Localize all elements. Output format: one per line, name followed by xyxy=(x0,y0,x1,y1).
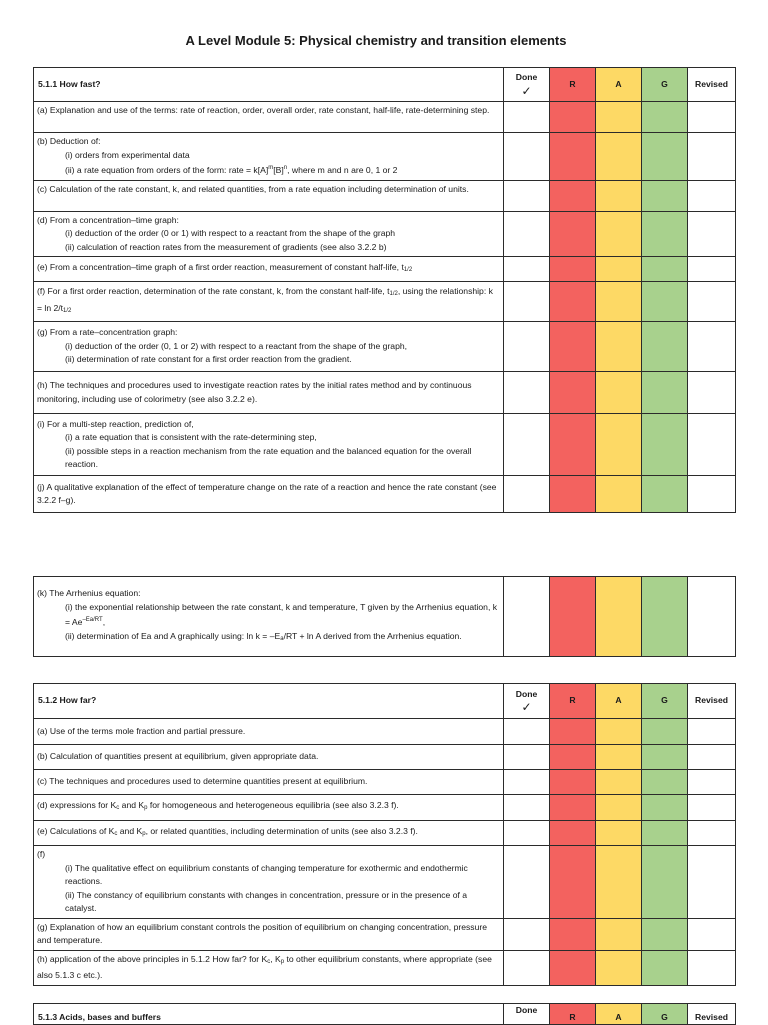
a-cell[interactable] xyxy=(596,918,642,950)
done-cell[interactable] xyxy=(504,282,550,322)
r-cell[interactable] xyxy=(550,211,596,257)
table-row xyxy=(34,918,736,950)
revised-cell[interactable] xyxy=(688,918,736,950)
g-cell[interactable] xyxy=(642,795,688,821)
r-cell[interactable] xyxy=(550,821,596,846)
r-header: R xyxy=(550,684,596,719)
r-cell[interactable] xyxy=(550,322,596,372)
done-cell[interactable] xyxy=(504,745,550,770)
table-row xyxy=(34,282,736,322)
done-cell[interactable] xyxy=(504,821,550,846)
g-cell[interactable] xyxy=(642,414,688,476)
item-text: (d) expressions for Kc and Kp for homogeneous and heterogeneous equilibria (see also 3.2.3 f). xyxy=(34,795,504,821)
item-text: (d) From a concentration–time graph: (i) deduction of the order (0 or 1) with respect to a reactant from the shape of the graph (ii) calculation of reaction rates from the measurement of gradients (see also 3.2.2 b) xyxy=(34,211,504,257)
done-cell[interactable] xyxy=(504,102,550,133)
g-cell[interactable] xyxy=(642,846,688,919)
r-header: R xyxy=(550,1004,596,1025)
g-cell[interactable] xyxy=(642,372,688,414)
item-text: (c) Calculation of the rate constant, k, and related quantities, from a rate equation including determination of units. xyxy=(34,180,504,211)
table-row xyxy=(34,257,736,282)
g-cell[interactable] xyxy=(642,918,688,950)
item-text: (e) Calculations of Kc and Kp, or related quantities, including determination of units (see also 3.2.3 f). xyxy=(34,821,504,846)
a-cell[interactable] xyxy=(596,476,642,513)
r-cell[interactable] xyxy=(550,795,596,821)
item-text: (g) From a rate–concentration graph: (i) deduction of the order (0, 1 or 2) with respect to a reactant from the shape of the graph, (ii) determination of rate constant for a first order reaction from the gradient. xyxy=(34,322,504,372)
r-cell[interactable] xyxy=(550,770,596,795)
revised-cell[interactable] xyxy=(688,102,736,133)
revised-cell[interactable] xyxy=(688,211,736,257)
item-text: (a) Explanation and use of the terms: rate of reaction, order, overall order, rate constant, half-life, rate-determining step. xyxy=(34,102,504,133)
table-how-fast xyxy=(33,67,736,513)
a-cell[interactable] xyxy=(596,102,642,133)
table-row xyxy=(34,795,736,821)
revised-cell[interactable] xyxy=(688,795,736,821)
r-cell[interactable] xyxy=(550,102,596,133)
g-header: G xyxy=(642,1004,688,1025)
table-arrhenius xyxy=(33,576,736,657)
r-cell[interactable] xyxy=(550,414,596,476)
g-header: G xyxy=(642,68,688,102)
revised-header: Revised xyxy=(688,684,736,719)
a-cell[interactable] xyxy=(596,414,642,476)
g-cell[interactable] xyxy=(642,282,688,322)
revised-header: Revised xyxy=(688,68,736,102)
done-cell[interactable] xyxy=(504,322,550,372)
table-row xyxy=(34,180,736,211)
table-row xyxy=(34,745,736,770)
g-cell[interactable] xyxy=(642,745,688,770)
item-text: (j) A qualitative explanation of the effect of temperature change on the rate of a reaction and hence the rate constant (see 3.2.2 f–g). xyxy=(34,476,504,513)
r-cell[interactable] xyxy=(550,476,596,513)
g-cell[interactable] xyxy=(642,322,688,372)
table-row xyxy=(34,133,736,181)
table-row xyxy=(34,719,736,745)
a-header: A xyxy=(596,68,642,102)
done-cell[interactable] xyxy=(504,950,550,985)
revised-cell[interactable] xyxy=(688,372,736,414)
g-cell[interactable] xyxy=(642,133,688,181)
g-cell[interactable] xyxy=(642,577,688,657)
a-cell[interactable] xyxy=(596,577,642,657)
g-cell[interactable] xyxy=(642,821,688,846)
item-text: (i) For a multi-step reaction, prediction of, (i) a rate equation that is consistent with the rate-determining step, (ii) possible steps in a reaction mechanism from the rate equation and the balanced equation for the overall reaction. xyxy=(34,414,504,476)
table-row xyxy=(34,102,736,133)
done-header: Done xyxy=(504,1004,550,1025)
a-cell[interactable] xyxy=(596,795,642,821)
a-cell[interactable] xyxy=(596,846,642,919)
done-cell[interactable] xyxy=(504,795,550,821)
page-title: A Level Module 5: Physical chemistry and transition elements xyxy=(185,33,567,48)
revised-cell[interactable] xyxy=(688,414,736,476)
a-cell[interactable] xyxy=(596,745,642,770)
revised-cell[interactable] xyxy=(688,577,736,657)
done-cell[interactable] xyxy=(504,846,550,919)
a-cell[interactable] xyxy=(596,719,642,745)
g-cell[interactable] xyxy=(642,476,688,513)
a-cell[interactable] xyxy=(596,770,642,795)
a-cell[interactable] xyxy=(596,133,642,181)
item-text: (c) The techniques and procedures used to determine quantities present at equilibrium. xyxy=(34,770,504,795)
revised-cell[interactable] xyxy=(688,322,736,372)
item-text: (f) For a first order reaction, determination of the rate constant, k, from the constant half-life, t1/2, using the relationship: k = ln 2/t1/2 xyxy=(34,282,504,322)
r-cell[interactable] xyxy=(550,133,596,181)
r-cell[interactable] xyxy=(550,719,596,745)
table-row xyxy=(34,322,736,372)
a-cell[interactable] xyxy=(596,821,642,846)
revised-cell[interactable] xyxy=(688,950,736,985)
item-text: (h) application of the above principles in 5.1.2 How far? for Kc, Kp to other equilibrium constants, where appropriate (see also 5.1.3 c etc.). xyxy=(34,950,504,985)
done-cell[interactable] xyxy=(504,414,550,476)
r-cell[interactable] xyxy=(550,950,596,985)
section-heading: 5.1.2 How far? xyxy=(34,684,504,719)
r-cell[interactable] xyxy=(550,282,596,322)
a-cell[interactable] xyxy=(596,372,642,414)
tick-icon: ✓ xyxy=(521,83,532,98)
revised-cell[interactable] xyxy=(688,180,736,211)
a-cell[interactable] xyxy=(596,180,642,211)
a-cell[interactable] xyxy=(596,322,642,372)
a-header: A xyxy=(596,1004,642,1025)
item-text: (g) Explanation of how an equilibrium constant controls the position of equilibrium on changing concentration, pressure and temperature. xyxy=(34,918,504,950)
done-cell[interactable] xyxy=(504,577,550,657)
done-cell[interactable] xyxy=(504,257,550,282)
r-cell[interactable] xyxy=(550,180,596,211)
table-how-far xyxy=(33,683,736,986)
g-cell[interactable] xyxy=(642,257,688,282)
table-row xyxy=(34,770,736,795)
item-text: (b) Deduction of: (i) orders from experimental data (ii) a rate equation from orders of the form: rate = $k[A]^m[B]^n$, where m and n are 0, 1 or 2 xyxy=(34,133,504,181)
done-cell[interactable] xyxy=(504,719,550,745)
a-header: A xyxy=(596,684,642,719)
item-text: (k) The Arrhenius equation: (i) the exponential relationship between the rate constant, k and temperature, T given by the Arrhenius equation, $k = Ae^{-Ea/RT}$, (ii) determination of Ea and A graphically using: ln k = –Ea/RT + ln A derived from the Arrhenius equation. xyxy=(34,577,504,657)
section-heading: 5.1.1 How fast? xyxy=(34,68,504,102)
item-text: (f) (i) The qualitative effect on equilibrium constants of changing temperature for exothermic and endothermic reactions. (ii) The constancy of equilibrium constants with changes in concentration, pressure or in the presence of a catalyst. xyxy=(34,846,504,919)
done-cell[interactable] xyxy=(504,372,550,414)
table-row xyxy=(34,846,736,919)
a-cell[interactable] xyxy=(596,950,642,985)
done-header: Done ✓ xyxy=(504,68,550,102)
r-cell[interactable] xyxy=(550,918,596,950)
g-cell[interactable] xyxy=(642,950,688,985)
item-text: (a) Use of the terms mole fraction and partial pressure. xyxy=(34,719,504,745)
item-text: (b) Calculation of quantities present at equilibrium, given appropriate data. xyxy=(34,745,504,770)
revised-cell[interactable] xyxy=(688,133,736,181)
table-row xyxy=(34,372,736,414)
done-cell[interactable] xyxy=(504,770,550,795)
table-row xyxy=(34,211,736,257)
g-cell[interactable] xyxy=(642,102,688,133)
done-cell[interactable] xyxy=(504,180,550,211)
table-acids-bases xyxy=(33,1003,736,1025)
table-row xyxy=(34,476,736,513)
item-text: (e) From a concentration–time graph of a first order reaction, measurement of constant half-life, t1/2 xyxy=(34,257,504,282)
done-cell[interactable] xyxy=(504,918,550,950)
g-cell[interactable] xyxy=(642,211,688,257)
revised-cell[interactable] xyxy=(688,257,736,282)
revised-cell[interactable] xyxy=(688,770,736,795)
revised-cell[interactable] xyxy=(688,282,736,322)
r-cell[interactable] xyxy=(550,846,596,919)
table-row xyxy=(34,821,736,846)
revised-cell[interactable] xyxy=(688,719,736,745)
item-text: (h) The techniques and procedures used to investigate reaction rates by the initial rates method and by continuous monitoring, including use of colorimetry (see also 3.2.2 e). xyxy=(34,372,504,414)
revised-cell[interactable] xyxy=(688,846,736,919)
a-cell[interactable] xyxy=(596,282,642,322)
done-cell[interactable] xyxy=(504,211,550,257)
g-cell[interactable] xyxy=(642,770,688,795)
revised-cell[interactable] xyxy=(688,476,736,513)
r-cell[interactable] xyxy=(550,745,596,770)
g-header: G xyxy=(642,684,688,719)
table-row xyxy=(34,950,736,985)
r-cell[interactable] xyxy=(550,372,596,414)
done-header: Done ✓ xyxy=(504,684,550,719)
tick-icon: ✓ xyxy=(521,700,532,715)
section-heading: 5.1.3 Acids, bases and buffers xyxy=(34,1004,504,1025)
r-header: R xyxy=(550,68,596,102)
table-row xyxy=(34,577,736,657)
a-cell[interactable] xyxy=(596,211,642,257)
g-cell[interactable] xyxy=(642,180,688,211)
g-cell[interactable] xyxy=(642,719,688,745)
revised-header: Revised xyxy=(688,1004,736,1025)
done-cell[interactable] xyxy=(504,476,550,513)
done-cell[interactable] xyxy=(504,133,550,181)
revised-cell[interactable] xyxy=(688,745,736,770)
table-row xyxy=(34,414,736,476)
a-cell[interactable] xyxy=(596,257,642,282)
r-cell[interactable] xyxy=(550,577,596,657)
r-cell[interactable] xyxy=(550,257,596,282)
revised-cell[interactable] xyxy=(688,821,736,846)
